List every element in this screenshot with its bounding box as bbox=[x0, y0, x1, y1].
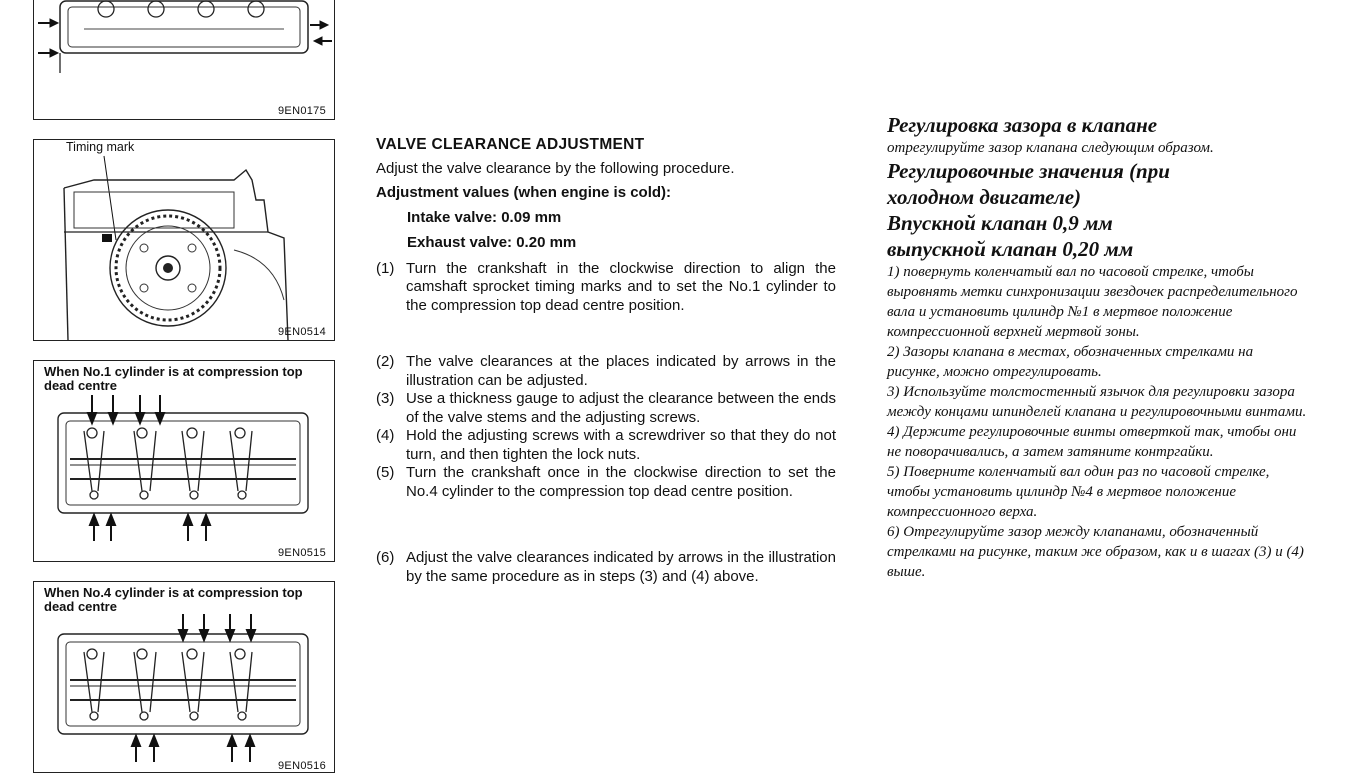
arrow-icon bbox=[38, 19, 332, 57]
step-number: (4) bbox=[376, 427, 395, 444]
adjustment-values-label: Adjustment values (when engine is cold): bbox=[376, 184, 672, 201]
figure-code: 9EN0516 bbox=[278, 760, 326, 772]
figure-code: 9EN0514 bbox=[278, 326, 326, 338]
ru-exhaust: выпускной клапан 0,20 мм bbox=[887, 237, 1134, 261]
exhaust-value: Exhaust valve: 0.20 mm bbox=[407, 234, 577, 251]
ru-step-1: 1) повернуть коленчатый вал по часовой стрелке, чтобы выровнять метки синхронизации звездочек распределительного вала и установить цилиндр №1 в мертвое положение компрессионной верхней мертвой зоны. bbox=[887, 264, 1298, 340]
ru-step-5: 5) Поверните коленчатый вал один раз по часовой стрелке, чтобы установить цилиндр №4 в мертвое положение компрессионного верха. bbox=[887, 464, 1270, 520]
figure-timing-mark bbox=[33, 139, 335, 341]
figure-no1-cylinder bbox=[33, 360, 335, 562]
figure-code: 9EN0175 bbox=[278, 105, 326, 117]
step-number: (3) bbox=[376, 390, 395, 407]
sprocket-drawing bbox=[34, 140, 335, 341]
figure-cylinder-head-top bbox=[33, 0, 335, 120]
ru-step-6: 6) Отрегулируйте зазор между клапанами, обозначенный стрелками на рисунке, таким же образом, как и в шагах (3) и (4) выше. bbox=[887, 524, 1304, 580]
step-2 bbox=[376, 353, 836, 390]
step-number: (6) bbox=[376, 549, 395, 566]
ru-title: Регулировка зазора в клапане bbox=[887, 113, 1158, 137]
figure-code: 9EN0515 bbox=[278, 547, 326, 559]
english-procedure bbox=[376, 136, 836, 586]
step-number: (2) bbox=[376, 353, 395, 370]
ru-intro: отрегулируйте зазор клапана следующим образом. bbox=[887, 140, 1214, 156]
cylinder-head-drawing bbox=[34, 0, 335, 120]
ru-intake: Впускной клапан 0,9 мм bbox=[887, 211, 1113, 235]
step-number: (5) bbox=[376, 464, 395, 481]
step-text: Turn the crankshaft once in the clockwise direction to set the No.4 cylinder to the compression top dead centre position. bbox=[406, 464, 836, 500]
ru-step-2: 2) Зазоры клапана в местах, обозначенных стрелками на рисунке, можно отрегулировать. bbox=[887, 344, 1254, 380]
intake-value: Intake valve: 0.09 mm bbox=[407, 208, 562, 226]
russian-translation bbox=[887, 112, 1307, 582]
ru-step-4: 4) Держите регулировочные винты отверткой так, чтобы они не поворачивались, а затем затяните контргайки. bbox=[887, 424, 1297, 460]
step-text: Hold the adjusting screws with a screwdriver so that they do not turn, and then tighten the lock nuts. bbox=[406, 427, 836, 463]
ru-values-title: Регулировочные значения (при холодном двигателе) bbox=[887, 159, 1170, 209]
figure-caption: When No.1 cylinder is at compression top dead centre bbox=[44, 364, 303, 393]
arrow-icon bbox=[88, 395, 210, 541]
rocker-arms-drawing bbox=[34, 361, 335, 562]
step-1 bbox=[376, 260, 836, 316]
intro-text: Adjust the valve clearance by the following procedure. bbox=[376, 159, 735, 177]
step-text: Use a thickness gauge to adjust the clearance between the ends of the valve stems and the adjusting screws. bbox=[406, 390, 836, 426]
arrow-icon bbox=[132, 614, 255, 762]
step-5 bbox=[376, 464, 836, 501]
step-text: Adjust the valve clearances indicated by arrows in the illustration by the same procedure as in steps (3) and (4) above. bbox=[406, 549, 836, 585]
ru-step-3: 3) Используйте толстостенный язычок для регулировки зазора между концами шпинделей клапана и регулировочными винтами. bbox=[887, 384, 1307, 420]
step-text: Turn the crankshaft in the clockwise direction to align the camshaft sprocket timing marks and to set the No.1 cylinder to the compression top dead centre position. bbox=[406, 259, 836, 314]
figure-caption: When No.4 cylinder is at compression top dead centre bbox=[44, 585, 303, 614]
step-text: The valve clearances at the places indicated by arrows in the illustration can be adjusted. bbox=[406, 353, 836, 389]
step-6 bbox=[376, 549, 836, 586]
figure-no4-cylinder bbox=[33, 581, 335, 773]
step-4 bbox=[376, 427, 836, 464]
step-3 bbox=[376, 390, 836, 427]
rocker-arms-drawing bbox=[34, 582, 335, 773]
step-number: (1) bbox=[376, 259, 395, 277]
timing-mark-label: Timing mark bbox=[66, 140, 135, 154]
section-title: VALVE CLEARANCE ADJUSTMENT bbox=[376, 136, 645, 153]
